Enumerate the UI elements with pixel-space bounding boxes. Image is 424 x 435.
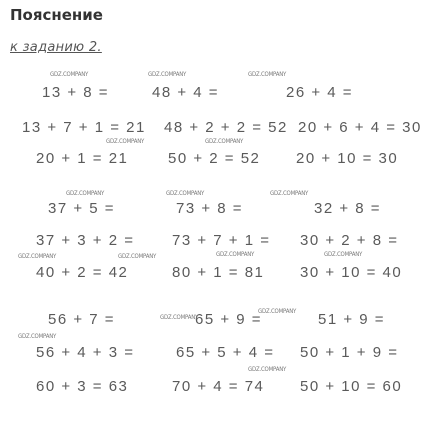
- equation: 13 + 7 + 1 = 21: [22, 119, 146, 136]
- watermark: GDZ.COMPANY: [166, 190, 205, 197]
- equation: 73 + 8 =: [176, 200, 244, 217]
- equation: 56 + 7 =: [48, 311, 116, 328]
- equation: 37 + 3 + 2 =: [36, 232, 135, 249]
- equation: 20 + 10 = 30: [296, 150, 399, 167]
- watermark: GDZ.COMPANY: [324, 251, 363, 258]
- watermark: GDZ.COMPANY: [248, 71, 287, 78]
- watermark: GDZ.COMPANY: [248, 366, 287, 373]
- equation: 50 + 1 + 9 =: [300, 344, 399, 361]
- equation: 30 + 2 + 8 =: [300, 232, 399, 249]
- equation: 50 + 10 = 60: [300, 378, 403, 395]
- watermark: GDZ.COMPANY: [50, 71, 89, 78]
- equation: 30 + 10 = 40: [300, 264, 403, 281]
- task-link[interactable]: к заданию 2.: [10, 40, 102, 55]
- equation: 51 + 9 =: [318, 311, 386, 328]
- watermark: GDZ.COMPANY: [18, 253, 57, 260]
- equation: 48 + 2 + 2 = 52: [164, 119, 288, 136]
- watermark: GDZ.COMPANY: [216, 251, 255, 258]
- equation: 20 + 1 = 21: [36, 150, 129, 167]
- watermark: GDZ.COMPANY: [18, 333, 57, 340]
- equation: 37 + 5 =: [48, 200, 116, 217]
- watermark: GDZ.COMPANY: [270, 190, 309, 197]
- equation: 40 + 2 = 42: [36, 264, 129, 281]
- equation: 20 + 6 + 4 = 30: [298, 119, 422, 136]
- watermark: GDZ.COMPANY: [258, 308, 297, 315]
- equation: 26 + 4 =: [286, 84, 354, 101]
- watermark: GDZ.COMPANY: [160, 314, 199, 321]
- equation: 65 + 9 =: [195, 311, 263, 328]
- equation: 32 + 8 =: [314, 200, 382, 217]
- equation: 80 + 1 = 81: [172, 264, 265, 281]
- page-title: Пояснение: [10, 6, 103, 24]
- equation: 50 + 2 = 52: [168, 150, 261, 167]
- watermark: GDZ.COMPANY: [66, 190, 105, 197]
- watermark: GDZ.COMPANY: [205, 138, 244, 145]
- watermark: GDZ.COMPANY: [118, 253, 157, 260]
- equation: 60 + 3 = 63: [36, 378, 129, 395]
- equation: 48 + 4 =: [152, 84, 220, 101]
- watermark: GDZ.COMPANY: [148, 71, 187, 78]
- equation: 73 + 7 + 1 =: [172, 232, 271, 249]
- equation: 56 + 4 + 3 =: [36, 344, 135, 361]
- equation: 65 + 5 + 4 =: [176, 344, 275, 361]
- equation: 13 + 8 =: [42, 84, 110, 101]
- equation: 70 + 4 = 74: [172, 378, 265, 395]
- watermark: GDZ.COMPANY: [106, 138, 145, 145]
